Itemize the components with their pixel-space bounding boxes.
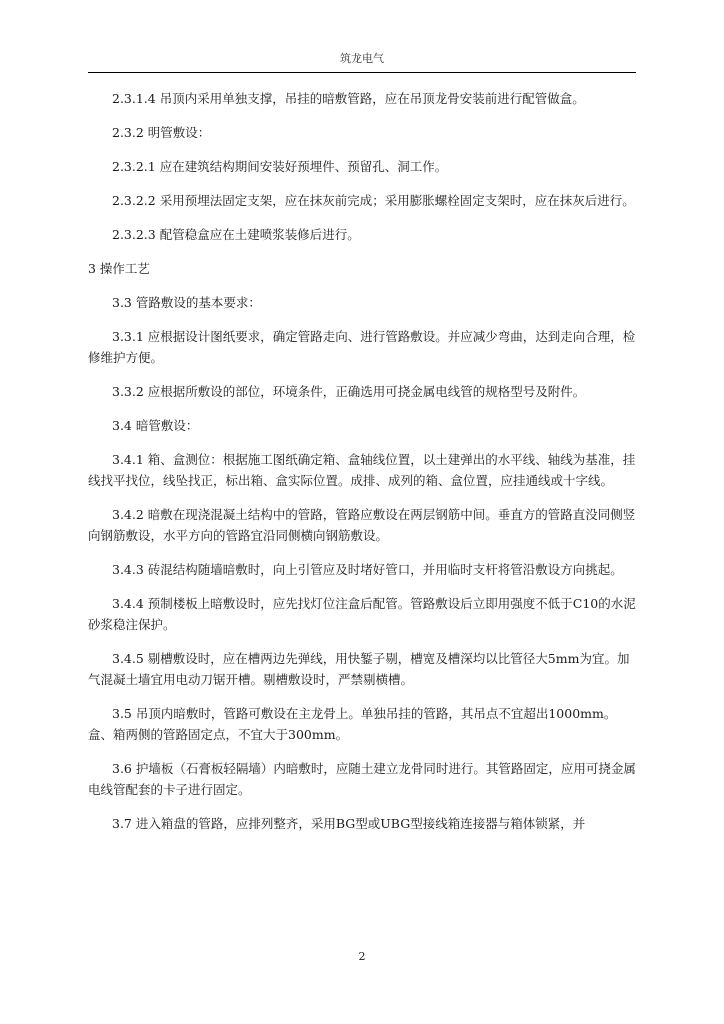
paragraph-3-4-4: 3.4.4 预制楼板上暗敷设时，应先找灯位注盒后配管。管路敷设后立即用强度不低于C10的水泥砂浆稳注保护。	[88, 596, 636, 632]
heading-3: 3 操作工艺	[88, 261, 150, 276]
paragraph-3-4-1: 3.4.1 箱、盒测位：根据施工图纸确定箱、盒轴线位置，以土建弹出的水平线、轴线为基准，挂线找平找位，线坠找正，标出箱、盒实际位置。成排、成列的箱、盒位置，应挂通线或十字线。	[88, 452, 636, 488]
paragraph-3-3-2: 3.3.2 应根据所敷设的部位，环境条件，正确选用可挠金属电线管的规格型号及附件。	[112, 384, 586, 399]
paragraph-3-4-2: 3.4.2 暗敷在现浇混凝土结构中的管路，管路应敷设在两层钢筋中间。垂直方的管路直没同侧竖向钢筋敷设，水平方向的管路宜沿同侧横向钢筋敷设。	[88, 507, 636, 543]
paragraph-2-3-2-2: 2.3.2.2 采用预埋法固定支架，应在抹灰前完成；采用膨胀螺栓固定支架时，应在抹灰后进行。	[112, 193, 635, 208]
paragraph-3-4-5: 3.4.5 剔槽敷设时，应在槽两边先弹线，用快錾子剔，槽宽及槽深均以比管径大5mm为宜。加气混凝土墙宜用电动刀锯开槽。剔槽敷设时，严禁剔横槽。	[88, 651, 630, 687]
document-body	[88, 88, 638, 847]
paragraph-3-7: 3.7 进入箱盘的管路，应排列整齐，采用BG型或UBG型接线箱连接器与箱体锁紧，并	[112, 816, 586, 831]
heading-2-3-2: 2.3.2 明管敷设：	[112, 125, 211, 140]
heading-3-3: 3.3 管路敷设的基本要求：	[112, 295, 261, 310]
page-number: 2	[358, 950, 366, 963]
paragraph-2-3-1-4: 2.3.1.4 吊顶内采用单独支撑，吊挂的暗敷管路，应在吊顶龙骨安装前进行配管做盒。	[112, 91, 585, 106]
heading-3-4: 3.4 暗管敷设：	[112, 418, 199, 433]
paragraph-3-4-3: 3.4.3 砖混结构随墙暗敷时，向上引管应及时堵好管口，并用临时支杆将管沿敷设方向挑起。	[112, 562, 623, 577]
paragraph-2-3-2-1: 2.3.2.1 应在建筑结构期间安装好预埋件、预留孔、洞工作。	[112, 159, 448, 174]
paragraph-3-3-1: 3.3.1 应根据设计图纸要求，确定管路走向、进行管路敷设。并应减少弯曲，达到走向合理，检修维护方便。	[88, 329, 636, 365]
paragraph-2-3-2-3: 2.3.2.3 配管稳盒应在土建喷浆装修后进行。	[112, 227, 360, 242]
page-header: 筑龙电气	[340, 52, 384, 65]
header-rule	[88, 72, 636, 73]
paragraph-3-6: 3.6 护墙板（石膏板轻隔墙）内暗敷时，应随土建立龙骨同时进行。其管路固定，应用可挠金属电线管配套的卡子进行固定。	[88, 761, 636, 797]
paragraph-3-5: 3.5 吊顶内暗敷时，管路可敷设在主龙骨上。单独吊挂的管路，其吊点不宜超出1000mm。盒、箱两侧的管路固定点，不宜大于300mm。	[88, 706, 617, 742]
